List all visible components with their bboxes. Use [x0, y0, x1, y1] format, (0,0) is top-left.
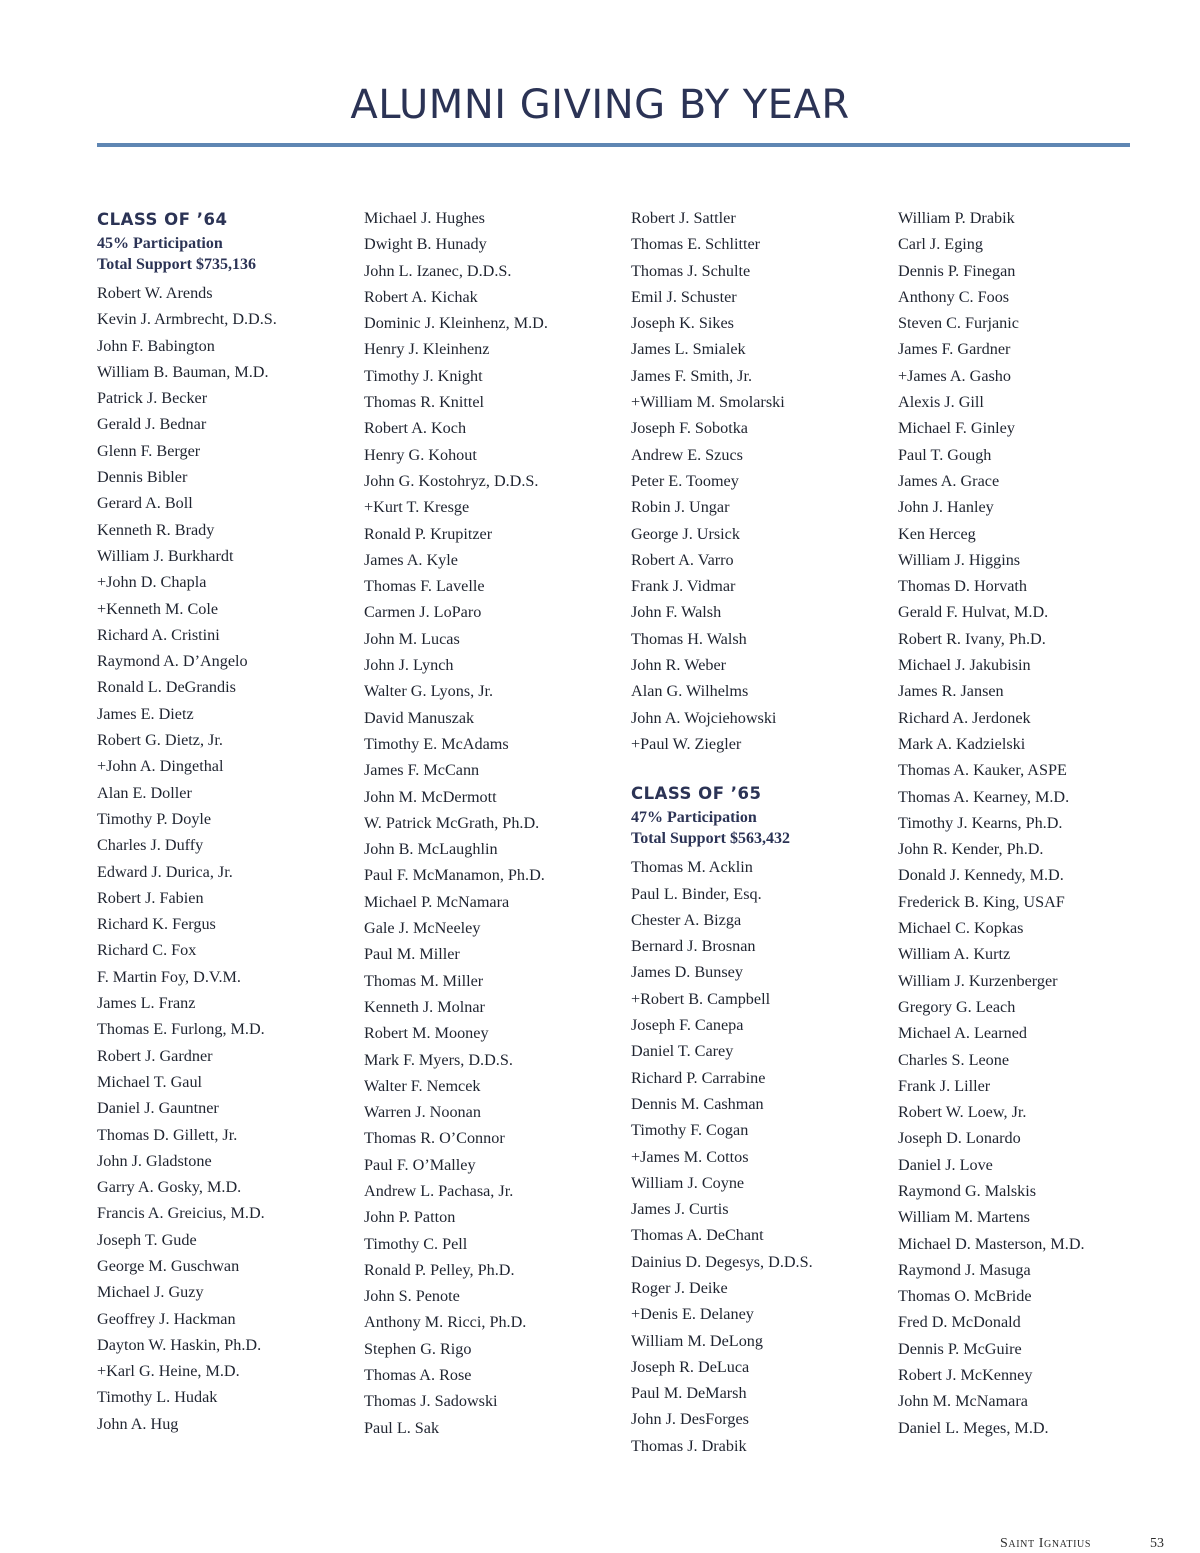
- donor-name: Thomas A. Kauker, ASPE: [898, 761, 1067, 780]
- donor-name: Richard C. Fox: [97, 941, 197, 960]
- donor-name: Mark A. Kadzielski: [898, 734, 1026, 753]
- donor-name: Ronald P. Krupitzer: [364, 524, 493, 543]
- donor-name: Chester A. Bizga: [631, 910, 742, 929]
- donor-name: William J. Higgins: [898, 550, 1021, 569]
- donor-name: Michael T. Gaul: [97, 1072, 203, 1091]
- donor-name: Dennis Bibler: [97, 468, 188, 487]
- donor-name: Anthony C. Foos: [898, 287, 1010, 306]
- donor-name: Michael C. Kopkas: [898, 919, 1024, 938]
- donor-name: Robert J. McKenney: [898, 1366, 1033, 1385]
- donor-name: Michael A. Learned: [898, 1024, 1027, 1043]
- donor-name: John J. Hanley: [898, 498, 994, 517]
- donor-name: John M. McNamara: [898, 1392, 1028, 1411]
- donor-name: Frank J. Liller: [898, 1076, 991, 1095]
- donor-name: James L. Smialek: [631, 340, 746, 359]
- donor-name: Fred D. McDonald: [898, 1313, 1021, 1332]
- donor-name: Timothy J. Knight: [364, 366, 483, 385]
- donor-name: Gregory G. Leach: [898, 997, 1016, 1016]
- donor-name: Henry G. Kohout: [364, 445, 477, 464]
- donor-name: James R. Jansen: [898, 682, 1004, 701]
- donor-name: Thomas A. DeChant: [631, 1226, 764, 1245]
- donor-name: John J. Lynch: [364, 656, 454, 675]
- donor-name: John S. Penote: [364, 1287, 460, 1306]
- donor-name: Kenneth J. Molnar: [364, 997, 485, 1016]
- donor-name: William J. Burkhardt: [97, 546, 234, 565]
- column-4: [898, 205, 1158, 1441]
- donor-name: Alexis J. Gill: [898, 393, 984, 412]
- donor-name: Robert J. Fabien: [97, 888, 204, 907]
- donor-name: Kenneth R. Brady: [97, 520, 215, 539]
- donor-name: James D. Bunsey: [631, 963, 743, 982]
- donor-name: +James A. Gasho: [898, 366, 1011, 385]
- donor-name: Thomas M. Acklin: [631, 858, 753, 877]
- donor-name: John B. McLaughlin: [364, 840, 498, 859]
- donor-name: Michael D. Masterson, M.D.: [898, 1234, 1085, 1253]
- donor-name: Dwight B. Hunady: [364, 235, 487, 254]
- donor-list: [364, 205, 624, 1441]
- donor-name: Richard P. Carrabine: [631, 1068, 766, 1087]
- donor-name: John L. Izanec, D.D.S.: [364, 261, 512, 280]
- donor-name: Michael J. Guzy: [97, 1283, 204, 1302]
- donor-name: William J. Kurzenberger: [898, 971, 1058, 990]
- donor-name: Daniel T. Carey: [631, 1042, 734, 1061]
- class-65-heading: CLASS OF ’65: [631, 784, 762, 804]
- donor-name: Carl J. Eging: [898, 235, 983, 254]
- donor-name: William J. Coyne: [631, 1173, 745, 1192]
- donor-list: [898, 205, 1158, 1441]
- donor-name: Joseph F. Canepa: [631, 1016, 744, 1035]
- donor-name: Thomas J. Schulte: [631, 261, 751, 280]
- class-65-participation: 47% Participation: [631, 809, 757, 827]
- donor-name: Raymond G. Malskis: [898, 1181, 1037, 1200]
- donor-name: George M. Guschwan: [97, 1256, 240, 1275]
- donor-name: +Paul W. Ziegler: [631, 734, 742, 753]
- donor-name: John G. Kostohryz, D.D.S.: [364, 471, 539, 490]
- donor-name: Steven C. Furjanic: [898, 314, 1019, 333]
- donor-name: William M. Martens: [898, 1208, 1030, 1227]
- donor-name: Gerald J. Bednar: [97, 415, 207, 434]
- donor-name: Glenn F. Berger: [97, 441, 201, 460]
- donor-name: William M. DeLong: [631, 1331, 763, 1350]
- class-64-heading: CLASS OF ’64: [97, 210, 228, 229]
- donor-name: John F. Walsh: [631, 603, 722, 622]
- donor-name: Joseph K. Sikes: [631, 314, 734, 333]
- donor-name: John P. Patton: [364, 1208, 456, 1227]
- column-1: [97, 205, 357, 1437]
- donor-name: Donald J. Kennedy, M.D.: [898, 866, 1064, 885]
- donor-name: Daniel L. Meges, M.D.: [898, 1418, 1049, 1437]
- donor-name: Alan G. Wilhelms: [631, 682, 749, 701]
- donor-name: +Kenneth M. Cole: [97, 599, 219, 618]
- donor-name: Gale J. McNeeley: [364, 919, 481, 938]
- donor-name: Robert W. Arends: [97, 284, 213, 302]
- donor-name: Garry A. Gosky, M.D.: [97, 1178, 242, 1197]
- donor-name: Robert J. Gardner: [97, 1046, 213, 1065]
- donor-name: Robert J. Sattler: [631, 209, 736, 227]
- donor-name: Patrick J. Becker: [97, 389, 208, 408]
- page-footer: [1000, 1536, 1170, 1552]
- class-64-participation: 45% Participation: [97, 235, 223, 252]
- donor-list: [631, 854, 891, 1459]
- donor-list: [631, 205, 891, 757]
- donor-name: Robert A. Kichak: [364, 287, 478, 306]
- class-65-total-support: Total Support $563,432: [631, 830, 790, 848]
- donor-name: Daniel J. Love: [898, 1155, 993, 1174]
- donor-name: Robert W. Loew, Jr.: [898, 1103, 1027, 1122]
- donor-name: Thomas A. Kearney, M.D.: [898, 787, 1070, 806]
- donor-name: Francis A. Greicius, M.D.: [97, 1204, 265, 1223]
- donor-name: +William M. Smolarski: [631, 393, 785, 412]
- donor-name: William A. Kurtz: [898, 945, 1011, 964]
- donor-name: Joseph T. Gude: [97, 1230, 197, 1249]
- donor-name: Robert M. Mooney: [364, 1024, 489, 1043]
- donor-name: Thomas H. Walsh: [631, 629, 747, 648]
- donor-name: Charles S. Leone: [898, 1050, 1010, 1069]
- donor-name: +Kurt T. Kresge: [364, 498, 470, 517]
- donor-name: Ronald L. DeGrandis: [97, 678, 236, 697]
- donor-name: Robert G. Dietz, Jr.: [97, 731, 223, 750]
- donor-name: Thomas A. Rose: [364, 1366, 472, 1385]
- donor-name: Joseph D. Lonardo: [898, 1129, 1021, 1148]
- donor-name: Charles J. Duffy: [97, 836, 204, 855]
- donor-name: Dominic J. Kleinhenz, M.D.: [364, 314, 548, 333]
- title-divider: [97, 143, 1130, 147]
- donor-name: Timothy F. Cogan: [631, 1121, 749, 1140]
- donor-name: Thomas O. McBride: [898, 1287, 1032, 1306]
- donor-name: Kevin J. Armbrecht, D.D.S.: [97, 310, 277, 329]
- donor-name: Paul T. Gough: [898, 445, 992, 464]
- donor-name: +John D. Chapla: [97, 573, 207, 592]
- donor-name: James L. Franz: [97, 994, 196, 1013]
- donor-name: F. Martin Foy, D.V.M.: [97, 967, 241, 986]
- page-title: ALUMNI GIVING BY YEAR: [350, 82, 850, 128]
- donor-name: Walter G. Lyons, Jr.: [364, 682, 494, 701]
- donor-name: +Denis E. Delaney: [631, 1305, 754, 1324]
- donor-list: [97, 280, 357, 1437]
- donor-name: James F. McCann: [364, 761, 480, 780]
- donor-name: James J. Curtis: [631, 1200, 729, 1219]
- donor-name: John J. DesForges: [631, 1410, 749, 1429]
- donor-name: Andrew L. Pachasa, Jr.: [364, 1181, 514, 1200]
- donor-name: Thomas M. Miller: [364, 971, 484, 990]
- donor-name: Michael J. Hughes: [364, 209, 485, 227]
- donor-name: Thomas D. Gillett, Jr.: [97, 1125, 238, 1144]
- donor-name: Joseph F. Sobotka: [631, 419, 748, 438]
- donor-name: +James M. Cottos: [631, 1147, 749, 1166]
- donor-name: James A. Grace: [898, 471, 1000, 490]
- donor-name: Warren J. Noonan: [364, 1103, 481, 1122]
- donor-name: James F. Smith, Jr.: [631, 366, 753, 385]
- donor-name: Edward J. Durica, Jr.: [97, 862, 233, 881]
- donor-name: Stephen G. Rigo: [364, 1339, 472, 1358]
- donor-name: Raymond J. Masuga: [898, 1260, 1031, 1279]
- donor-name: James F. Gardner: [898, 340, 1011, 359]
- donor-name: W. Patrick McGrath, Ph.D.: [364, 813, 540, 832]
- page-number: 53: [1150, 1536, 1164, 1551]
- donor-name: Timothy E. McAdams: [364, 734, 509, 753]
- donor-name: Mark F. Myers, D.D.S.: [364, 1050, 513, 1069]
- donor-name: Gerard A. Boll: [97, 494, 193, 513]
- donor-name: John F. Babington: [97, 336, 215, 355]
- donor-name: Dayton W. Haskin, Ph.D.: [97, 1335, 262, 1354]
- donor-name: David Manuszak: [364, 708, 475, 727]
- donor-name: Peter E. Toomey: [631, 471, 739, 490]
- publication-name: Saint Ignatius: [1000, 1536, 1092, 1551]
- donor-name: Timothy P. Doyle: [97, 809, 212, 828]
- donor-name: Roger J. Deike: [631, 1278, 728, 1297]
- donor-name: James E. Dietz: [97, 704, 194, 723]
- donor-name: Robert A. Koch: [364, 419, 467, 438]
- donor-name: Daniel J. Gauntner: [97, 1099, 219, 1118]
- donor-name: Thomas E. Schlitter: [631, 235, 761, 254]
- donor-name: Dennis M. Cashman: [631, 1094, 764, 1113]
- donor-name: Ken Herceg: [898, 524, 976, 543]
- donor-name: Thomas D. Horvath: [898, 577, 1028, 596]
- donor-name: John R. Weber: [631, 656, 727, 675]
- donor-name: Richard A. Cristini: [97, 625, 220, 644]
- donor-name: Emil J. Schuster: [631, 287, 737, 306]
- donor-name: Gerald F. Hulvat, M.D.: [898, 603, 1049, 622]
- column-3: [631, 205, 891, 1459]
- donor-name: Thomas R. Knittel: [364, 393, 485, 412]
- donor-name: John M. Lucas: [364, 629, 460, 648]
- donor-name: Henry J. Kleinhenz: [364, 340, 490, 359]
- donor-name: John A. Wojciehowski: [631, 708, 777, 727]
- donor-name: Ronald P. Pelley, Ph.D.: [364, 1260, 515, 1279]
- donor-name: Michael J. Jakubisin: [898, 656, 1031, 675]
- donor-name: Timothy C. Pell: [364, 1234, 468, 1253]
- donor-name: Dainius D. Degesys, D.D.S.: [631, 1252, 813, 1271]
- donor-name: Paul M. DeMarsh: [631, 1384, 747, 1403]
- donor-name: Robin J. Ungar: [631, 498, 730, 517]
- donor-name: Timothy L. Hudak: [97, 1388, 218, 1407]
- donor-name: Robert R. Ivany, Ph.D.: [898, 629, 1046, 648]
- donor-name: Thomas J. Sadowski: [364, 1392, 498, 1411]
- donor-name: James A. Kyle: [364, 550, 458, 569]
- donor-name: +Robert B. Campbell: [631, 989, 771, 1008]
- donor-name: Dennis P. Finegan: [898, 261, 1016, 280]
- donor-name: Walter F. Nemcek: [364, 1076, 481, 1095]
- donor-name: +John A. Dingethal: [97, 757, 224, 776]
- donor-name: Robert A. Varro: [631, 550, 734, 569]
- donor-name: Michael P. McNamara: [364, 892, 510, 911]
- donor-name: Paul L. Sak: [364, 1418, 440, 1437]
- donor-name: Dennis P. McGuire: [898, 1339, 1022, 1358]
- donor-name: +Karl G. Heine, M.D.: [97, 1362, 240, 1381]
- donor-name: Alan E. Doller: [97, 783, 192, 802]
- donor-name: Frank J. Vidmar: [631, 577, 736, 596]
- donor-name: George J. Ursick: [631, 524, 740, 543]
- donor-name: Frederick B. King, USAF: [898, 892, 1065, 911]
- donor-name: John A. Hug: [97, 1414, 179, 1433]
- donor-name: Thomas E. Furlong, M.D.: [97, 1020, 265, 1039]
- donor-name: Paul F. McManamon, Ph.D.: [364, 866, 545, 885]
- donor-name: Andrew E. Szucs: [631, 445, 743, 464]
- class-64-total-support: Total Support $735,136: [97, 256, 256, 273]
- donor-name: John M. McDermott: [364, 787, 497, 806]
- donor-name: Bernard J. Brosnan: [631, 937, 756, 956]
- donor-name: John R. Kender, Ph.D.: [898, 840, 1044, 859]
- donor-name: Paul L. Binder, Esq.: [631, 884, 762, 903]
- donor-name: William P. Drabik: [898, 209, 1015, 227]
- donor-name: John J. Gladstone: [97, 1151, 212, 1170]
- donor-name: Joseph R. DeLuca: [631, 1357, 750, 1376]
- donor-name: Thomas R. O’Connor: [364, 1129, 505, 1148]
- donor-name: Richard A. Jerdonek: [898, 708, 1031, 727]
- column-2: [364, 205, 624, 1441]
- donor-name: Timothy J. Kearns, Ph.D.: [898, 813, 1063, 832]
- donor-name: Anthony M. Ricci, Ph.D.: [364, 1313, 527, 1332]
- donor-name: Michael F. Ginley: [898, 419, 1015, 438]
- donor-name: Thomas J. Drabik: [631, 1436, 747, 1455]
- donor-name: William B. Bauman, M.D.: [97, 362, 269, 381]
- donor-name: Carmen J. LoParo: [364, 603, 482, 622]
- donor-name: Paul F. O’Malley: [364, 1155, 476, 1174]
- donor-name: Raymond A. D’Angelo: [97, 652, 248, 671]
- donor-name: Richard K. Fergus: [97, 915, 216, 934]
- donor-name: Geoffrey J. Hackman: [97, 1309, 236, 1328]
- donor-name: Paul M. Miller: [364, 945, 460, 964]
- donor-name: Thomas F. Lavelle: [364, 577, 485, 596]
